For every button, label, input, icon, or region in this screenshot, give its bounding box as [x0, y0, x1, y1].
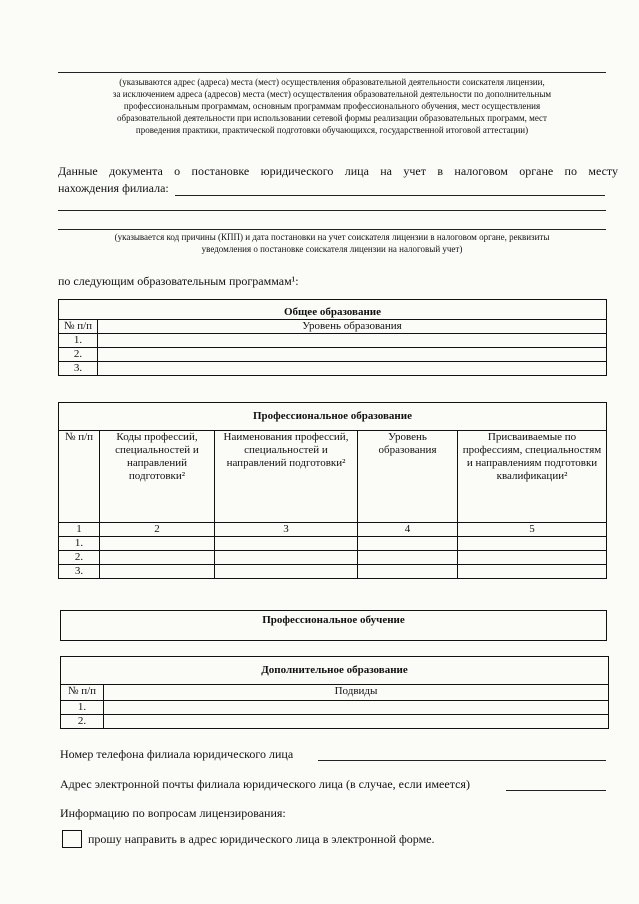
- vocational-training-table: [60, 610, 607, 641]
- subtype-cell[interactable]: [104, 701, 609, 715]
- table-row: [61, 715, 609, 729]
- row-number: 2.: [59, 551, 100, 565]
- row-number: 1.: [59, 334, 98, 348]
- level-cell[interactable]: [98, 334, 607, 348]
- top-rule: [58, 72, 606, 73]
- tax-label-line2: нахождения филиала:: [58, 181, 169, 195]
- table-row: [59, 551, 607, 565]
- names-cell[interactable]: [215, 565, 358, 579]
- table-row: [59, 362, 607, 376]
- level-cell[interactable]: [358, 551, 458, 565]
- col-subtype-header: Подвиды: [104, 685, 609, 701]
- row-number: 3.: [59, 362, 98, 376]
- general-education-title: Общее образование: [59, 300, 607, 320]
- qualification-cell[interactable]: [458, 537, 607, 551]
- tax-input-line-3[interactable]: [58, 229, 606, 230]
- row-number: 2.: [59, 348, 98, 362]
- table-row: [59, 565, 607, 579]
- email-label: Адрес электронной почты филиала юридического лица (в случае, если имеется): [60, 777, 470, 791]
- names-cell[interactable]: [215, 537, 358, 551]
- level-cell[interactable]: [98, 348, 607, 362]
- level-cell[interactable]: [98, 362, 607, 376]
- info-label: Информацию по вопросам лицензирования:: [60, 806, 286, 820]
- col-index: 1: [59, 523, 100, 537]
- phone-input-line[interactable]: [318, 760, 606, 761]
- col-level-header: Уровень образования: [98, 320, 607, 334]
- qualification-cell[interactable]: [458, 551, 607, 565]
- general-education-table: [58, 299, 607, 376]
- codes-cell[interactable]: [100, 551, 215, 565]
- tax-input-line-2[interactable]: [58, 210, 606, 211]
- additional-education-title: Дополнительное образование: [61, 657, 609, 685]
- phone-label: Номер телефона филиала юридического лица: [60, 747, 294, 761]
- table-row: [59, 537, 607, 551]
- col-number-header: № п/п: [59, 431, 100, 523]
- row-number: 1.: [61, 701, 104, 715]
- col-number-header: № п/п: [59, 320, 98, 334]
- additional-education-table: [60, 656, 609, 729]
- professional-education-title: Профессиональное образование: [59, 403, 607, 431]
- subtype-cell[interactable]: [104, 715, 609, 729]
- table-row: [59, 334, 607, 348]
- tax-input-line-1[interactable]: [175, 195, 605, 196]
- tax-note-line: уведомления о постановке соискателя лицензии на налоговый учет): [201, 244, 463, 254]
- row-number: 3.: [59, 565, 100, 579]
- programs-intro: по следующим образовательным программам¹:: [58, 274, 299, 288]
- checkbox-label: прошу направить в адрес юридического лица в электронной форме.: [88, 832, 435, 846]
- row-number: 2.: [61, 715, 104, 729]
- address-note-line: проведения практики, практической подготовки обучающихся, государственной итоговой аттестации): [135, 125, 529, 135]
- col-level-header: Уровень образования: [358, 431, 458, 523]
- vocational-training-title: Профессиональное обучение: [61, 611, 607, 641]
- address-note-line: образовательной деятельности при использовании сетевой формы реализации образовательных программ, мест: [116, 113, 547, 123]
- names-cell[interactable]: [215, 551, 358, 565]
- table-row: [59, 348, 607, 362]
- col-index: 5: [458, 523, 607, 537]
- electronic-form-checkbox[interactable]: [62, 830, 82, 848]
- address-note: [58, 76, 606, 136]
- qualification-cell[interactable]: [458, 565, 607, 579]
- codes-cell[interactable]: [100, 565, 215, 579]
- col-names-header: Наименования профессий, специальностей и направлений подготовки²: [215, 431, 358, 523]
- row-number: 1.: [59, 537, 100, 551]
- col-number-header: № п/п: [61, 685, 104, 701]
- col-index: 2: [100, 523, 215, 537]
- email-input-line[interactable]: [506, 790, 606, 791]
- table-row: [61, 701, 609, 715]
- col-codes-header: Коды профессий, специальностей и направлений подготовки²: [100, 431, 215, 523]
- professional-education-table: [58, 402, 607, 579]
- tax-label-line1: Данные документа о постановке юридического лица на учет в налоговом органе по месту: [58, 164, 618, 178]
- address-note-line: (указываются адрес (адреса) места (мест) осуществления образовательной деятельности соискателя лицензии,: [119, 77, 545, 87]
- col-qualification-header: Присваиваемые по профессиям, специальностям и направлениям подготовки квалификации²: [458, 431, 607, 523]
- address-note-line: за исключением адреса (адресов) места (мест) осуществления образовательной деятельности по дополнительным: [112, 89, 552, 99]
- level-cell[interactable]: [358, 565, 458, 579]
- col-index: 4: [358, 523, 458, 537]
- tax-note: [58, 231, 606, 255]
- codes-cell[interactable]: [100, 537, 215, 551]
- level-cell[interactable]: [358, 537, 458, 551]
- col-index: 3: [215, 523, 358, 537]
- address-note-line: профессиональным программам, основным программам профессионального обучения, мест осуществления: [123, 101, 541, 111]
- tax-note-line: (указывается код причины (КПП) и дата постановки на учет соискателя лицензии в налоговом органе, реквизиты: [114, 232, 550, 242]
